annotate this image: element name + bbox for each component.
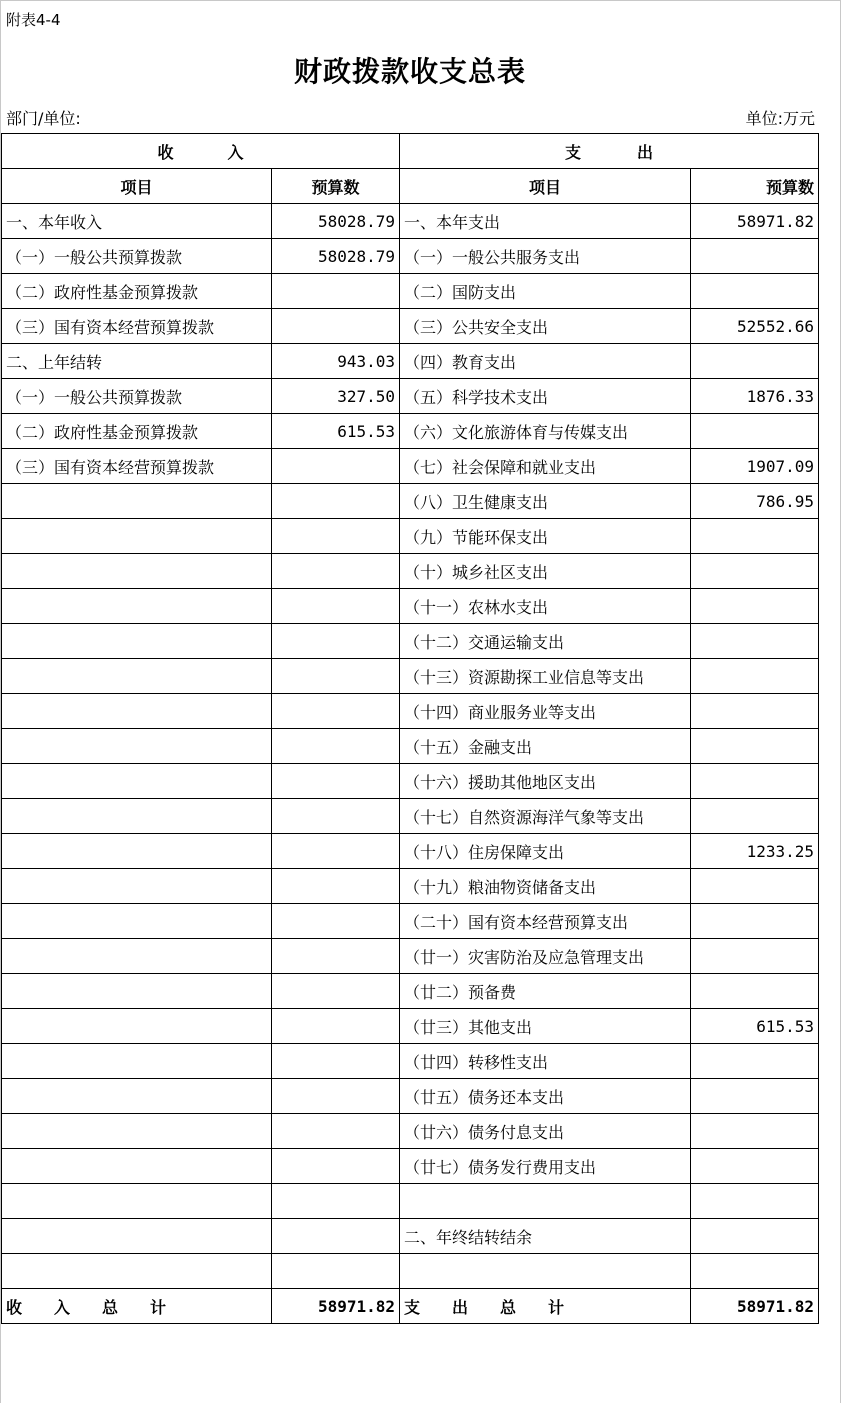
expense-value-cell [691, 1184, 819, 1219]
expense-item-cell: （三）公共安全支出 [400, 309, 691, 344]
income-item-cell [2, 764, 272, 799]
income-item-cell [2, 869, 272, 904]
table-row [2, 519, 819, 554]
expense-total-label [400, 1289, 691, 1324]
table-row [2, 309, 819, 344]
income-item-cell [2, 1149, 272, 1184]
expense-item-cell: （十四）商业服务业等支出 [400, 694, 691, 729]
expense-value-cell [691, 729, 819, 764]
table-row [2, 1254, 819, 1289]
expense-item-cell: （廿一）灾害防治及应急管理支出 [400, 939, 691, 974]
income-item-cell: （三）国有资本经营预算拨款 [2, 309, 272, 344]
expense-value-cell: 58971.82 [691, 204, 819, 239]
expense-item-cell: （十三）资源勘探工业信息等支出 [400, 659, 691, 694]
income-item-cell [2, 1219, 272, 1254]
income-item-cell: （一）一般公共预算拨款 [2, 239, 272, 274]
income-item-cell [2, 519, 272, 554]
income-item-cell [2, 1254, 272, 1289]
expense-item-cell: （十二）交通运输支出 [400, 624, 691, 659]
expense-value-cell [691, 1219, 819, 1254]
expense-item-cell: （十五）金融支出 [400, 729, 691, 764]
expense-item-cell: 一、本年支出 [400, 204, 691, 239]
expense-item-cell: （二十）国有资本经营预算支出 [400, 904, 691, 939]
attachment-label: 附表4-4 [6, 11, 61, 29]
expense-total-label-char: 计 [548, 1297, 565, 1317]
table-row [2, 939, 819, 974]
expense-value-cell [691, 624, 819, 659]
table-row [2, 694, 819, 729]
income-total-label-char: 计 [150, 1297, 167, 1317]
expense-value-cell [691, 869, 819, 904]
expense-item-cell: （廿五）债务还本支出 [400, 1079, 691, 1114]
income-item-cell [2, 694, 272, 729]
income-value-cell [272, 1149, 400, 1184]
income-value-cell: 615.53 [272, 414, 400, 449]
expense-value-cell: 52552.66 [691, 309, 819, 344]
expense-item-cell: （六）文化旅游体育与传媒支出 [400, 414, 691, 449]
expense-item-header: 项目 [400, 169, 691, 204]
expense-header-char-1: 支 [564, 142, 581, 162]
income-total-value: 58971.82 [272, 1289, 400, 1324]
expense-value-cell [691, 939, 819, 974]
expense-value-cell [691, 1114, 819, 1149]
fiscal-appropriation-table [1, 133, 819, 1324]
expense-value-cell [691, 1149, 819, 1184]
income-item-cell [2, 729, 272, 764]
expense-item-cell: （十六）援助其他地区支出 [400, 764, 691, 799]
table-row [2, 1114, 819, 1149]
income-item-cell [2, 1009, 272, 1044]
expense-item-cell: （七）社会保障和就业支出 [400, 449, 691, 484]
income-value-cell [272, 764, 400, 799]
expense-value-cell: 1876.33 [691, 379, 819, 414]
income-value-cell [272, 484, 400, 519]
table-row [2, 1219, 819, 1254]
income-value-cell [272, 834, 400, 869]
expense-item-cell: （廿三）其他支出 [400, 1009, 691, 1044]
page-title: 财政拨款收支总表 [293, 55, 526, 88]
income-value-cell [272, 1114, 400, 1149]
total-row [2, 1289, 819, 1324]
income-item-cell: 二、上年结转 [2, 344, 272, 379]
table-row [2, 204, 819, 239]
income-value-cell [272, 1079, 400, 1114]
income-total-label-char: 收 [6, 1297, 23, 1317]
expense-item-cell [400, 1184, 691, 1219]
expense-value-cell [691, 1044, 819, 1079]
expense-value-cell [691, 344, 819, 379]
income-value-cell [272, 869, 400, 904]
table-row [2, 1009, 819, 1044]
income-total-label [2, 1289, 272, 1324]
income-value-cell: 58028.79 [272, 239, 400, 274]
expense-value-cell [691, 239, 819, 274]
expense-item-cell: （十）城乡社区支出 [400, 554, 691, 589]
income-value-cell [272, 729, 400, 764]
table-row [2, 729, 819, 764]
income-header-char-1: 收 [157, 142, 174, 162]
income-value-cell [272, 274, 400, 309]
income-value-cell [272, 1219, 400, 1254]
income-value-cell: 58028.79 [272, 204, 400, 239]
expense-header-char-2: 出 [637, 142, 654, 162]
expense-value-cell [691, 589, 819, 624]
expense-item-cell: （十八）住房保障支出 [400, 834, 691, 869]
expense-item-cell: （四）教育支出 [400, 344, 691, 379]
income-value-cell [272, 449, 400, 484]
expense-value-cell: 615.53 [691, 1009, 819, 1044]
expense-budget-header: 预算数 [691, 169, 819, 204]
expense-item-cell: （九）节能环保支出 [400, 519, 691, 554]
income-item-header: 项目 [2, 169, 272, 204]
table-row [2, 764, 819, 799]
income-value-cell: 943.03 [272, 344, 400, 379]
department-label: 部门/单位: [6, 109, 81, 128]
income-value-cell [272, 1184, 400, 1219]
income-item-cell [2, 1044, 272, 1079]
table-row [2, 1184, 819, 1219]
table-row [2, 799, 819, 834]
expense-item-cell: （二）国防支出 [400, 274, 691, 309]
expense-value-cell [691, 694, 819, 729]
expense-item-cell: （廿六）债务付息支出 [400, 1114, 691, 1149]
income-item-cell [2, 939, 272, 974]
income-group-header [2, 134, 400, 169]
income-total-label-char: 总 [102, 1297, 119, 1317]
table-row [2, 1079, 819, 1114]
expense-value-cell: 786.95 [691, 484, 819, 519]
expense-value-cell [691, 274, 819, 309]
income-item-cell: （二）政府性基金预算拨款 [2, 274, 272, 309]
table-row [2, 274, 819, 309]
expense-item-cell [400, 1254, 691, 1289]
table-row [2, 1149, 819, 1184]
table-row [2, 344, 819, 379]
table-row [2, 974, 819, 1009]
income-value-cell [272, 659, 400, 694]
income-value-cell [272, 1044, 400, 1079]
income-value-cell [272, 1009, 400, 1044]
income-item-cell: （一）一般公共预算拨款 [2, 379, 272, 414]
income-header-char-2: 入 [227, 142, 244, 162]
income-value-cell [272, 939, 400, 974]
expense-value-cell: 1907.09 [691, 449, 819, 484]
income-value-cell [272, 799, 400, 834]
income-item-cell [2, 659, 272, 694]
group-header-row [2, 134, 819, 169]
expense-value-cell [691, 799, 819, 834]
income-item-cell [2, 589, 272, 624]
expense-item-cell: （十九）粮油物资储备支出 [400, 869, 691, 904]
expense-item-cell: （廿七）债务发行费用支出 [400, 1149, 691, 1184]
expense-item-cell: （一）一般公共服务支出 [400, 239, 691, 274]
income-item-cell: 一、本年收入 [2, 204, 272, 239]
expense-value-cell [691, 659, 819, 694]
table-row [2, 379, 819, 414]
expense-value-cell [691, 764, 819, 799]
income-value-cell [272, 1254, 400, 1289]
income-item-cell [2, 974, 272, 1009]
table-row [2, 449, 819, 484]
income-total-label-char: 入 [54, 1297, 71, 1317]
expense-value-cell [691, 519, 819, 554]
table-row [2, 589, 819, 624]
expense-item-cell: （十七）自然资源海洋气象等支出 [400, 799, 691, 834]
table-row [2, 904, 819, 939]
income-item-cell [2, 484, 272, 519]
table-row [2, 659, 819, 694]
expense-group-header [400, 134, 819, 169]
income-item-cell: （二）政府性基金预算拨款 [2, 414, 272, 449]
expense-total-label-char: 出 [452, 1297, 469, 1317]
expense-value-cell [691, 974, 819, 1009]
income-value-cell: 327.50 [272, 379, 400, 414]
income-item-cell [2, 554, 272, 589]
income-value-cell [272, 624, 400, 659]
table-row [2, 414, 819, 449]
income-item-cell [2, 799, 272, 834]
table-row [2, 239, 819, 274]
income-value-cell [272, 694, 400, 729]
income-value-cell [272, 554, 400, 589]
income-value-cell [272, 309, 400, 344]
expense-item-cell: 二、年终结转结余 [400, 1219, 691, 1254]
expense-total-label-char: 总 [500, 1297, 517, 1317]
expense-item-cell: （十一）农林水支出 [400, 589, 691, 624]
income-item-cell [2, 904, 272, 939]
income-value-cell [272, 519, 400, 554]
expense-value-cell [691, 1254, 819, 1289]
income-item-cell [2, 624, 272, 659]
income-item-cell [2, 1079, 272, 1114]
expense-item-cell: （廿四）转移性支出 [400, 1044, 691, 1079]
expense-value-cell [691, 414, 819, 449]
table-row [2, 834, 819, 869]
expense-item-cell: （廿二）预备费 [400, 974, 691, 1009]
income-budget-header: 预算数 [272, 169, 400, 204]
expense-value-cell [691, 554, 819, 589]
expense-item-cell: （五）科学技术支出 [400, 379, 691, 414]
expense-value-cell [691, 1079, 819, 1114]
income-item-cell: （三）国有资本经营预算拨款 [2, 449, 272, 484]
expense-item-cell: （八）卫生健康支出 [400, 484, 691, 519]
income-value-cell [272, 904, 400, 939]
expense-total-label-char: 支 [404, 1297, 421, 1317]
expense-value-cell: 1233.25 [691, 834, 819, 869]
expense-value-cell [691, 904, 819, 939]
table-row [2, 869, 819, 904]
table-row [2, 554, 819, 589]
income-value-cell [272, 974, 400, 1009]
table-row [2, 624, 819, 659]
income-item-cell [2, 1114, 272, 1149]
expense-total-value: 58971.82 [691, 1289, 819, 1324]
table-row [2, 1044, 819, 1079]
income-item-cell [2, 1184, 272, 1219]
table-row [2, 484, 819, 519]
unit-label: 单位:万元 [745, 109, 815, 128]
income-value-cell [272, 589, 400, 624]
column-header-row [2, 169, 819, 204]
income-item-cell [2, 834, 272, 869]
